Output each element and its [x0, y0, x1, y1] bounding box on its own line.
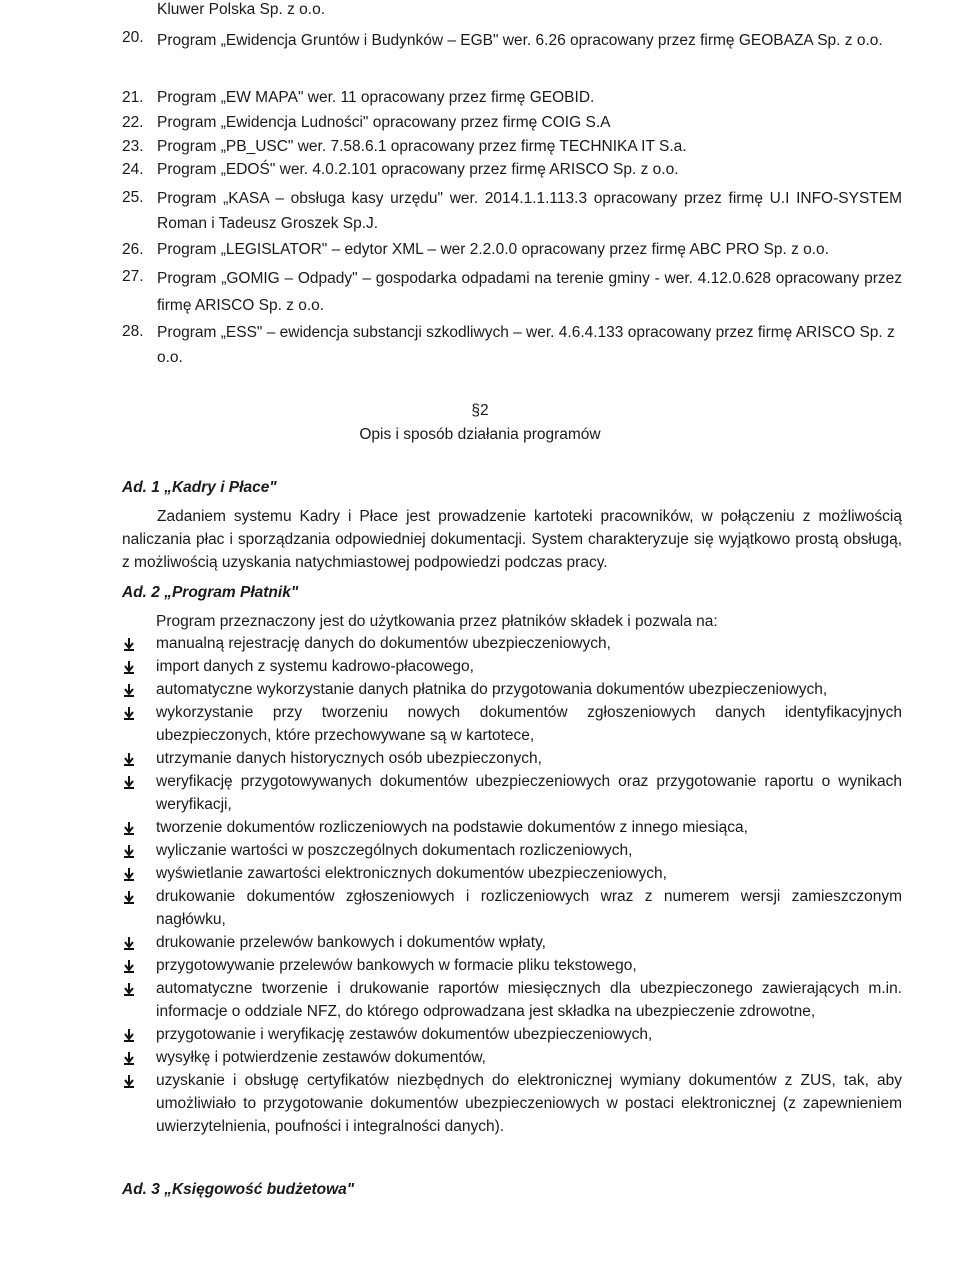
list-item-text: Program „Ewidencja Gruntów i Budynków – EGB" wer. 6.26 opracowany przez firmę GEOBAZA Sp. z o.o. — [157, 32, 883, 49]
list-item-text: Program „PB_USC" wer. 7.58.6.1 opracowany przez firmę TECHNIKA IT S.a. — [157, 138, 687, 155]
list-item-number: 26. — [122, 241, 144, 258]
list-item-text: wysyłkę i potwierdzenie zestawów dokumentów, — [156, 1049, 486, 1066]
list-item — [122, 954, 902, 977]
list-item-text: uzyskanie i obsługę certyfikatów niezbędnych do elektronicznej wymiany dokumentów z ZUS, tak, aby umożliwiało to przygotowanie dokumentów ubezpieczeniowych w postaci elektronicznej (z zapewnieniem uwierzytelnienia, poufności i integralności danych). — [156, 1072, 902, 1135]
down-arrow-bullet-icon — [122, 683, 136, 697]
list-item-text: wyliczanie wartości w poszczególnych dokumentach rozliczeniowych, — [156, 842, 633, 859]
list-item-text: drukowanie dokumentów zgłoszeniowych i rozliczeniowych wraz z numerem wersji zamieszczonym nagłówku, — [156, 888, 902, 928]
down-arrow-bullet-icon — [122, 1074, 136, 1088]
list-item-text: weryfikację przygotowywanych dokumentów ubezpieczeniowych oraz przygotowanie raportu o wynikach weryfikacji, — [156, 773, 902, 813]
list-item — [122, 1023, 902, 1046]
list-item — [122, 1046, 902, 1069]
list-item-text: przygotowywanie przelewów bankowych w formacie pliku tekstowego, — [156, 957, 637, 974]
down-arrow-bullet-icon — [122, 844, 136, 858]
list-item-text: manualną rejestrację danych do dokumentów ubezpieczeniowych, — [156, 635, 611, 652]
ad2-intro: Program przeznaczony jest do użytkowania przez płatników składek i pozwala na: — [156, 613, 718, 630]
list-item-text: Program „EDOŚ" wer. 4.0.2.101 opracowany przez firmę ARISCO Sp. z o.o. — [157, 161, 679, 178]
list-item-text: tworzenie dokumentów rozliczeniowych na podstawie dokumentów z innego miesiąca, — [156, 819, 748, 836]
list-item-text: Program „EW MAPA" wer. 11 opracowany przez firmę GEOBID. — [157, 89, 595, 106]
list-item-number: 25. — [122, 189, 144, 206]
list-item — [122, 931, 902, 954]
list-item-text: automatyczne wykorzystanie danych płatnika do przygotowania dokumentów ubezpieczeniowych, — [156, 681, 828, 698]
list-item — [122, 632, 902, 655]
list-item-text: wykorzystanie przy tworzeniu nowych dokumentów zgłoszeniowych danych identyfikacyjnych ubezpieczonych, które przechowywane są w kartotece, — [156, 704, 902, 744]
list-item-text: Program „ESS" – ewidencja substancji szkodliwych – wer. 4.6.4.133 opracowany przez firmę ARISCO Sp. z o.o. — [157, 324, 895, 366]
ad1-paragraph: Zadaniem systemu Kadry i Płace jest prowadzenie kartoteki pracowników, w połączeniu z możliwością naliczania płac i sporządzania odpowiedniej dokumentacji. System charakteryzuje się wyjątkowo prostą obsługą, z możliwością uzyskania natychmiastowej podpowiedzi podczas pracy. — [122, 508, 902, 571]
list-item — [122, 701, 902, 747]
down-arrow-bullet-icon — [122, 660, 136, 674]
list-item-number: 28. — [122, 323, 144, 340]
section-mark: §2 — [471, 402, 489, 419]
list-item-number: 20. — [122, 29, 144, 46]
down-arrow-bullet-icon — [122, 982, 136, 996]
down-arrow-bullet-icon — [122, 821, 136, 835]
list-item-text: Program „GOMIG – Odpady" – gospodarka odpadami na terenie gminy - wer. 4.12.0.628 opracowany przez firmę ARISCO Sp. z o.o. — [157, 270, 902, 314]
ad1-heading: Ad. 1 „Kadry i Płace" — [122, 479, 277, 496]
list-item-text: wyświetlanie zawartości elektronicznych dokumentów ubezpieczeniowych, — [156, 865, 667, 882]
down-arrow-bullet-icon — [122, 936, 136, 950]
list-item — [122, 655, 902, 678]
down-arrow-bullet-icon — [122, 1028, 136, 1042]
ad3-heading: Ad. 3 „Księgowość budżetowa" — [122, 1181, 355, 1198]
down-arrow-bullet-icon — [122, 890, 136, 904]
section-title: Opis i sposób działania programów — [359, 426, 601, 443]
list-item-text: utrzymanie danych historycznych osób ubezpieczonych, — [156, 750, 542, 767]
list-item-text: drukowanie przelewów bankowych i dokumentów wpłaty, — [156, 934, 546, 951]
down-arrow-bullet-icon — [122, 959, 136, 973]
list-item-text: przygotowanie i weryfikację zestawów dokumentów ubezpieczeniowych, — [156, 1026, 653, 1043]
list-item — [122, 1069, 902, 1138]
list-item — [122, 770, 902, 816]
list-item-text: automatyczne tworzenie i drukowanie raportów miesięcznych dla ubezpieczonego zawierających m.in. informacje o oddziale NFZ, do którego odprowadzana jest składka na ubezpieczenie zdrowotne, — [156, 980, 902, 1020]
list-item — [122, 839, 902, 862]
list-item-number: 21. — [122, 89, 144, 106]
list-item-number: 22. — [122, 114, 144, 131]
header-line: Kluwer Polska Sp. z o.o. — [157, 1, 325, 18]
list-item — [122, 885, 902, 931]
ad2-heading: Ad. 2 „Program Płatnik" — [122, 584, 299, 601]
ad2-bullet-list — [122, 632, 902, 1138]
list-item-number: 23. — [122, 138, 144, 155]
list-item-text: Program „KASA – obsługa kasy urzędu" wer. 2014.1.1.113.3 opracowany przez firmę U.I INFO-SYSTEM Roman i Tadeusz Groszek Sp.J. — [157, 190, 902, 232]
down-arrow-bullet-icon — [122, 637, 136, 651]
list-item-text: Program „Ewidencja Ludności" opracowany przez firmę COIG S.A — [157, 114, 611, 131]
down-arrow-bullet-icon — [122, 775, 136, 789]
list-item-text: Program „LEGISLATOR" – edytor XML – wer 2.2.0.0 opracowany przez firmę ABC PRO Sp. z o.o. — [157, 241, 829, 258]
list-item-number: 27. — [122, 268, 144, 285]
list-item — [122, 977, 902, 1023]
down-arrow-bullet-icon — [122, 867, 136, 881]
down-arrow-bullet-icon — [122, 752, 136, 766]
list-item — [122, 816, 902, 839]
list-item — [122, 862, 902, 885]
list-item — [122, 747, 902, 770]
list-item-text: import danych z systemu kadrowo-płacowego, — [156, 658, 474, 675]
down-arrow-bullet-icon — [122, 1051, 136, 1065]
down-arrow-bullet-icon — [122, 706, 136, 720]
list-item — [122, 678, 902, 701]
list-item-number: 24. — [122, 161, 144, 178]
